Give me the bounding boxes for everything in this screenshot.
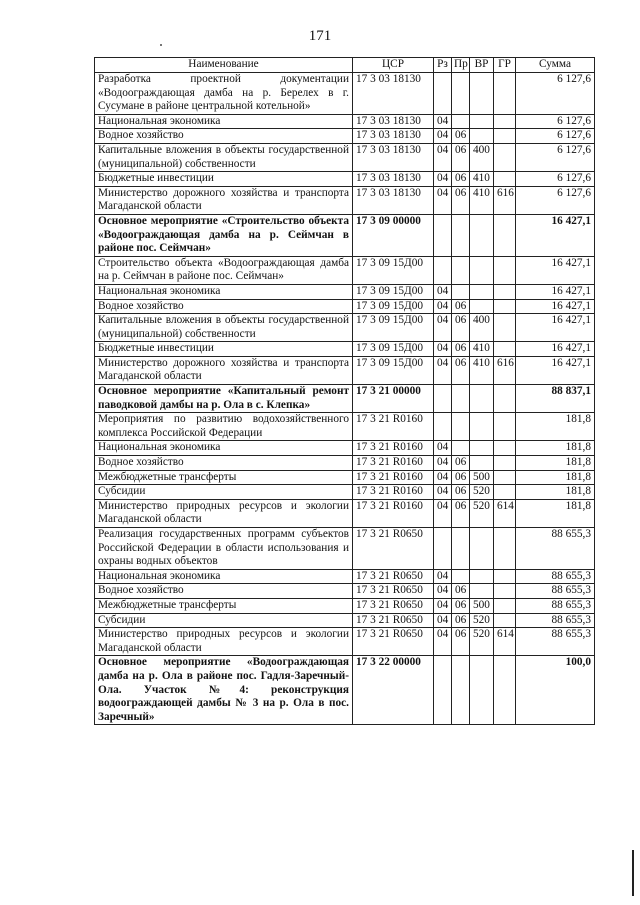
row-pr: 06 xyxy=(452,613,470,628)
row-sum: 16 427,1 xyxy=(516,214,595,256)
row-pr xyxy=(452,256,470,284)
row-csr: 17 3 21 R0650 xyxy=(353,628,434,656)
row-csr: 17 3 21 R0160 xyxy=(353,456,434,471)
row-sum: 181,8 xyxy=(516,499,595,527)
row-vr xyxy=(470,528,494,570)
row-rz: 04 xyxy=(434,342,452,357)
row-pr: 06 xyxy=(452,299,470,314)
row-csr: 17 3 21 R0160 xyxy=(353,499,434,527)
row-name: Межбюджетные трансферты xyxy=(95,470,353,485)
table-row xyxy=(95,584,595,599)
header-pr: Пр xyxy=(452,58,470,73)
row-rz: 04 xyxy=(434,299,452,314)
row-sum: 88 837,1 xyxy=(516,385,595,413)
table-row xyxy=(95,385,595,413)
header-csr: ЦСР xyxy=(353,58,434,73)
table-row xyxy=(95,441,595,456)
row-name: Основное мероприятие «Водоограждающая дамба на р. Ола в районе пос. Гадля-Заречный-Ола. Участок №4: реконструкция водоограждающей дамбы № 3 на р. Ола в пос. Заречный» xyxy=(95,656,353,725)
row-vr xyxy=(470,73,494,115)
row-vr xyxy=(470,385,494,413)
row-name: Бюджетные инвестиции xyxy=(95,172,353,187)
row-vr: 400 xyxy=(470,143,494,171)
row-vr xyxy=(470,656,494,725)
row-pr: 06 xyxy=(452,172,470,187)
row-gr xyxy=(494,613,516,628)
row-vr: 520 xyxy=(470,613,494,628)
binding-edge xyxy=(632,850,634,896)
row-csr: 17 3 22 00000 xyxy=(353,656,434,725)
row-rz: 04 xyxy=(434,284,452,299)
row-vr: 410 xyxy=(470,356,494,384)
row-sum: 16 427,1 xyxy=(516,284,595,299)
row-gr xyxy=(494,441,516,456)
row-gr xyxy=(494,256,516,284)
row-name: Водное хозяйство xyxy=(95,456,353,471)
row-rz: 04 xyxy=(434,628,452,656)
table-row xyxy=(95,186,595,214)
row-gr xyxy=(494,172,516,187)
row-csr: 17 3 21 R0650 xyxy=(353,598,434,613)
row-gr: 614 xyxy=(494,628,516,656)
row-vr: 410 xyxy=(470,172,494,187)
row-name: Министерство дорожного хозяйства и транспорта Магаданской области xyxy=(95,186,353,214)
table-row xyxy=(95,613,595,628)
row-pr xyxy=(452,385,470,413)
row-vr: 410 xyxy=(470,186,494,214)
row-rz: 04 xyxy=(434,172,452,187)
row-pr: 06 xyxy=(452,470,470,485)
row-name: Строительство объекта «Водоограждающая дамба на р. Сеймчан в районе пос. Сеймчан» xyxy=(95,256,353,284)
row-sum: 88 655,3 xyxy=(516,569,595,584)
row-csr: 17 3 03 18130 xyxy=(353,143,434,171)
row-vr: 500 xyxy=(470,470,494,485)
row-pr xyxy=(452,214,470,256)
row-name: Водное хозяйство xyxy=(95,299,353,314)
row-pr: 06 xyxy=(452,598,470,613)
row-gr xyxy=(494,73,516,115)
table-row xyxy=(95,485,595,500)
row-sum: 181,8 xyxy=(516,413,595,441)
row-name: Бюджетные инвестиции xyxy=(95,342,353,357)
table-row xyxy=(95,214,595,256)
row-rz: 04 xyxy=(434,598,452,613)
row-rz: 04 xyxy=(434,129,452,144)
table-row xyxy=(95,356,595,384)
table-header-row xyxy=(95,58,595,73)
row-csr: 17 3 03 18130 xyxy=(353,129,434,144)
row-gr xyxy=(494,528,516,570)
row-rz: 04 xyxy=(434,569,452,584)
row-name: Водное хозяйство xyxy=(95,584,353,599)
row-pr xyxy=(452,569,470,584)
row-sum: 88 655,3 xyxy=(516,613,595,628)
row-csr: 17 3 09 15Д00 xyxy=(353,256,434,284)
row-name: Министерство дорожного хозяйства и транспорта Магаданской области xyxy=(95,356,353,384)
table-row xyxy=(95,143,595,171)
row-name: Национальная экономика xyxy=(95,441,353,456)
row-gr xyxy=(494,299,516,314)
row-csr: 17 3 03 18130 xyxy=(353,186,434,214)
row-pr: 06 xyxy=(452,499,470,527)
row-name: Разработка проектной документации «Водоограждающая дамба на р. Берелех в г. Сусумане в районе центральной котельной» xyxy=(95,73,353,115)
page-number: 171 xyxy=(308,28,332,44)
row-sum: 6 127,6 xyxy=(516,129,595,144)
row-gr xyxy=(494,114,516,129)
row-sum: 88 655,3 xyxy=(516,598,595,613)
row-gr xyxy=(494,214,516,256)
row-sum: 6 127,6 xyxy=(516,114,595,129)
row-sum: 100,0 xyxy=(516,656,595,725)
table-row xyxy=(95,499,595,527)
row-rz: 04 xyxy=(434,613,452,628)
row-csr: 17 3 09 00000 xyxy=(353,214,434,256)
row-name: Основное мероприятие «Строительство объекта «Водоограждающая дамба на р. Сеймчан в районе пос. Сеймчан» xyxy=(95,214,353,256)
row-vr: 500 xyxy=(470,598,494,613)
table-row xyxy=(95,470,595,485)
row-vr xyxy=(470,284,494,299)
row-pr: 06 xyxy=(452,143,470,171)
row-rz: 04 xyxy=(434,499,452,527)
row-sum: 6 127,6 xyxy=(516,172,595,187)
header-gr: ГР xyxy=(494,58,516,73)
row-gr xyxy=(494,456,516,471)
row-name: Капитальные вложения в объекты государственной (муниципальной) собственности xyxy=(95,314,353,342)
table-row xyxy=(95,299,595,314)
header-rz: Рз xyxy=(434,58,452,73)
row-gr xyxy=(494,385,516,413)
row-rz: 04 xyxy=(434,470,452,485)
row-sum: 181,8 xyxy=(516,470,595,485)
row-csr: 17 3 21 R0160 xyxy=(353,485,434,500)
table-row xyxy=(95,413,595,441)
row-gr xyxy=(494,413,516,441)
row-gr xyxy=(494,314,516,342)
row-sum: 181,8 xyxy=(516,485,595,500)
row-gr: 614 xyxy=(494,499,516,527)
row-pr: 06 xyxy=(452,186,470,214)
row-gr xyxy=(494,485,516,500)
row-sum: 6 127,6 xyxy=(516,143,595,171)
row-pr xyxy=(452,114,470,129)
row-sum: 6 127,6 xyxy=(516,73,595,115)
row-vr xyxy=(470,214,494,256)
row-pr: 06 xyxy=(452,314,470,342)
row-name: Национальная экономика xyxy=(95,114,353,129)
header-sum: Сумма xyxy=(516,58,595,73)
row-sum: 16 427,1 xyxy=(516,356,595,384)
row-csr: 17 3 03 18130 xyxy=(353,73,434,115)
row-sum: 16 427,1 xyxy=(516,299,595,314)
row-vr: 520 xyxy=(470,499,494,527)
row-csr: 17 3 03 18130 xyxy=(353,172,434,187)
row-vr: 410 xyxy=(470,342,494,357)
row-pr xyxy=(452,528,470,570)
row-rz: 04 xyxy=(434,314,452,342)
row-csr: 17 3 09 15Д00 xyxy=(353,284,434,299)
row-sum: 181,8 xyxy=(516,456,595,471)
row-pr: 06 xyxy=(452,485,470,500)
row-name: Субсидии xyxy=(95,485,353,500)
row-vr xyxy=(470,413,494,441)
budget-table xyxy=(94,57,595,725)
table-row xyxy=(95,456,595,471)
row-pr xyxy=(452,656,470,725)
table-row xyxy=(95,314,595,342)
table-row xyxy=(95,628,595,656)
row-pr: 06 xyxy=(452,456,470,471)
row-sum: 88 655,3 xyxy=(516,584,595,599)
row-gr xyxy=(494,284,516,299)
row-gr xyxy=(494,342,516,357)
row-sum: 16 427,1 xyxy=(516,314,595,342)
row-csr: 17 3 09 15Д00 xyxy=(353,299,434,314)
row-csr: 17 3 09 15Д00 xyxy=(353,314,434,342)
row-rz: 04 xyxy=(434,441,452,456)
row-vr: 400 xyxy=(470,314,494,342)
row-csr: 17 3 21 R0160 xyxy=(353,470,434,485)
row-rz xyxy=(434,385,452,413)
row-csr: 17 3 21 R0650 xyxy=(353,584,434,599)
row-pr xyxy=(452,73,470,115)
row-rz xyxy=(434,528,452,570)
row-gr xyxy=(494,569,516,584)
row-name: Водное хозяйство xyxy=(95,129,353,144)
row-rz: 04 xyxy=(434,584,452,599)
row-gr: 616 xyxy=(494,356,516,384)
row-rz xyxy=(434,73,452,115)
row-csr: 17 3 21 R0650 xyxy=(353,528,434,570)
row-vr: 520 xyxy=(470,485,494,500)
row-gr xyxy=(494,129,516,144)
row-vr xyxy=(470,299,494,314)
row-name: Основное мероприятие «Капитальный ремонт паводковой дамбы на р. Ола в с. Клепка» xyxy=(95,385,353,413)
row-vr xyxy=(470,256,494,284)
row-rz xyxy=(434,214,452,256)
table-row xyxy=(95,114,595,129)
row-pr: 06 xyxy=(452,342,470,357)
header-name: Наименование xyxy=(95,58,353,73)
row-name: Капитальные вложения в объекты государственной (муниципальной) собственности xyxy=(95,143,353,171)
row-name: Национальная экономика xyxy=(95,284,353,299)
table-row xyxy=(95,129,595,144)
row-name: Реализация государственных программ субъектов Российской Федерации в области использования и охраны водных объектов xyxy=(95,528,353,570)
row-pr xyxy=(452,441,470,456)
row-rz: 04 xyxy=(434,456,452,471)
row-sum: 88 655,3 xyxy=(516,528,595,570)
row-name: Министерство природных ресурсов и экологии Магаданской области xyxy=(95,628,353,656)
row-name: Министерство природных ресурсов и экологии Магаданской области xyxy=(95,499,353,527)
row-csr: 17 3 21 R0650 xyxy=(353,613,434,628)
row-sum: 88 655,3 xyxy=(516,628,595,656)
row-rz xyxy=(434,413,452,441)
row-vr xyxy=(470,584,494,599)
row-name: Национальная экономика xyxy=(95,569,353,584)
row-name: Мероприятия по развитию водохозяйственного комплекса Российской Федерации xyxy=(95,413,353,441)
row-pr: 06 xyxy=(452,628,470,656)
table-row xyxy=(95,598,595,613)
row-sum: 6 127,6 xyxy=(516,186,595,214)
table-row xyxy=(95,342,595,357)
row-gr xyxy=(494,584,516,599)
table-row xyxy=(95,284,595,299)
table-row xyxy=(95,569,595,584)
row-rz xyxy=(434,256,452,284)
row-rz: 04 xyxy=(434,186,452,214)
row-vr xyxy=(470,129,494,144)
row-csr: 17 3 21 R0160 xyxy=(353,413,434,441)
row-pr xyxy=(452,284,470,299)
row-gr xyxy=(494,656,516,725)
row-pr xyxy=(452,413,470,441)
table-row xyxy=(95,528,595,570)
row-gr xyxy=(494,598,516,613)
row-vr xyxy=(470,456,494,471)
row-gr xyxy=(494,470,516,485)
row-csr: 17 3 09 15Д00 xyxy=(353,342,434,357)
row-csr: 17 3 21 00000 xyxy=(353,385,434,413)
row-name: Субсидии xyxy=(95,613,353,628)
row-rz: 04 xyxy=(434,114,452,129)
table-row xyxy=(95,256,595,284)
row-csr: 17 3 21 R0160 xyxy=(353,441,434,456)
row-vr xyxy=(470,569,494,584)
row-vr: 520 xyxy=(470,628,494,656)
scan-speck xyxy=(160,44,162,46)
table-body xyxy=(95,73,595,725)
row-rz: 04 xyxy=(434,356,452,384)
table-row xyxy=(95,656,595,725)
row-vr xyxy=(470,441,494,456)
row-pr: 06 xyxy=(452,356,470,384)
row-sum: 181,8 xyxy=(516,441,595,456)
table-row xyxy=(95,73,595,115)
row-name: Межбюджетные трансферты xyxy=(95,598,353,613)
row-sum: 16 427,1 xyxy=(516,342,595,357)
row-gr xyxy=(494,143,516,171)
row-csr: 17 3 21 R0650 xyxy=(353,569,434,584)
row-pr: 06 xyxy=(452,129,470,144)
row-vr xyxy=(470,114,494,129)
row-csr: 17 3 09 15Д00 xyxy=(353,356,434,384)
row-sum: 16 427,1 xyxy=(516,256,595,284)
row-rz: 04 xyxy=(434,143,452,171)
header-vr: ВР xyxy=(470,58,494,73)
table-row xyxy=(95,172,595,187)
row-rz xyxy=(434,656,452,725)
row-csr: 17 3 03 18130 xyxy=(353,114,434,129)
row-gr: 616 xyxy=(494,186,516,214)
row-rz: 04 xyxy=(434,485,452,500)
row-pr: 06 xyxy=(452,584,470,599)
